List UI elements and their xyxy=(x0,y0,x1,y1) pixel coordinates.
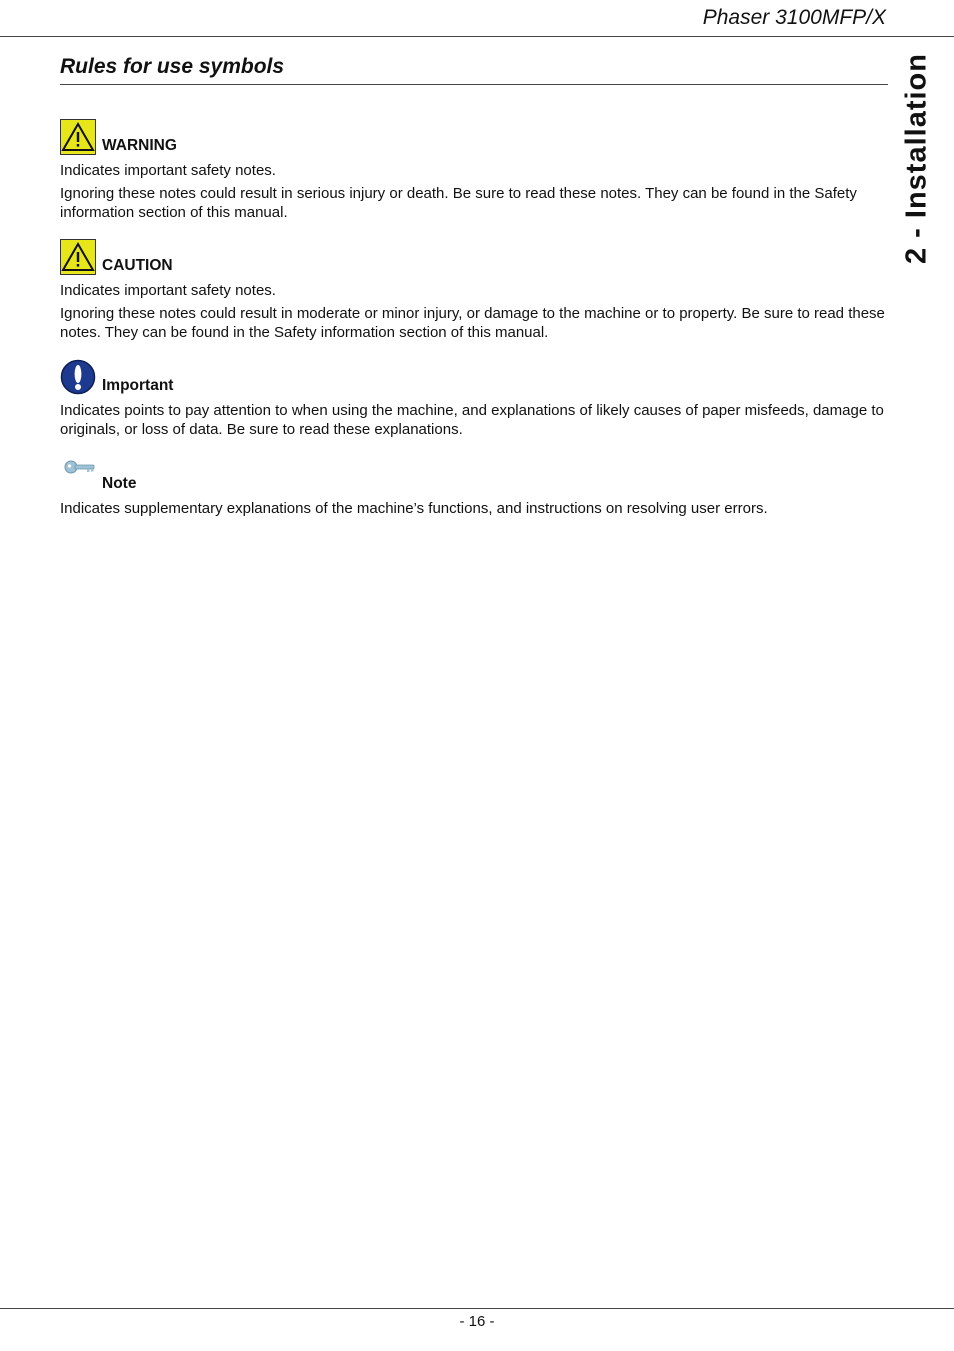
header-divider xyxy=(0,36,954,37)
section-title: Rules for use symbols xyxy=(60,55,285,78)
symbol-block-warning xyxy=(60,119,888,222)
symbol-header xyxy=(60,239,888,275)
symbol-header xyxy=(60,359,888,395)
symbol-description: Indicates points to pay attention to when using the machine, and explanations of likely causes of paper misfeeds, damage to originals, or loss of data. Be sure to read these explanations. xyxy=(60,402,884,438)
symbol-detail: Ignoring these notes could result in moderate or minor injury, or damage to the machine or to property. Be sure to read these notes. They can be found in the Safety information section of this manual. xyxy=(60,305,885,341)
symbol-label: Important xyxy=(102,377,174,394)
caution-triangle-icon xyxy=(60,239,96,275)
chapter-side-tab: 2 - Installation xyxy=(900,53,933,264)
symbol-description: Indicates important safety notes. xyxy=(60,282,276,299)
symbol-block-caution xyxy=(60,239,888,342)
symbol-header xyxy=(60,119,888,155)
symbol-label: Note xyxy=(102,475,137,492)
exclamation-circle-icon xyxy=(60,359,96,395)
key-icon xyxy=(60,457,96,493)
section-divider xyxy=(60,84,888,85)
symbol-header xyxy=(60,457,888,493)
footer-divider xyxy=(0,1308,954,1309)
symbol-detail: Ignoring these notes could result in serious injury or death. Be sure to read these notes. They can be found in the Safety information section of this manual. xyxy=(60,185,857,221)
symbol-label: CAUTION xyxy=(102,257,173,274)
symbol-label: WARNING xyxy=(102,137,177,154)
symbol-description: Indicates important safety notes. xyxy=(60,162,276,179)
page-number: - 16 - xyxy=(459,1313,495,1330)
header-title: Phaser 3100MFP/X xyxy=(702,6,886,29)
warning-triangle-icon xyxy=(60,119,96,155)
symbol-block-important xyxy=(60,359,888,439)
symbol-description: Indicates supplementary explanations of the machine’s functions, and instructions on resolving user errors. xyxy=(60,500,768,517)
symbol-block-note xyxy=(60,457,888,518)
